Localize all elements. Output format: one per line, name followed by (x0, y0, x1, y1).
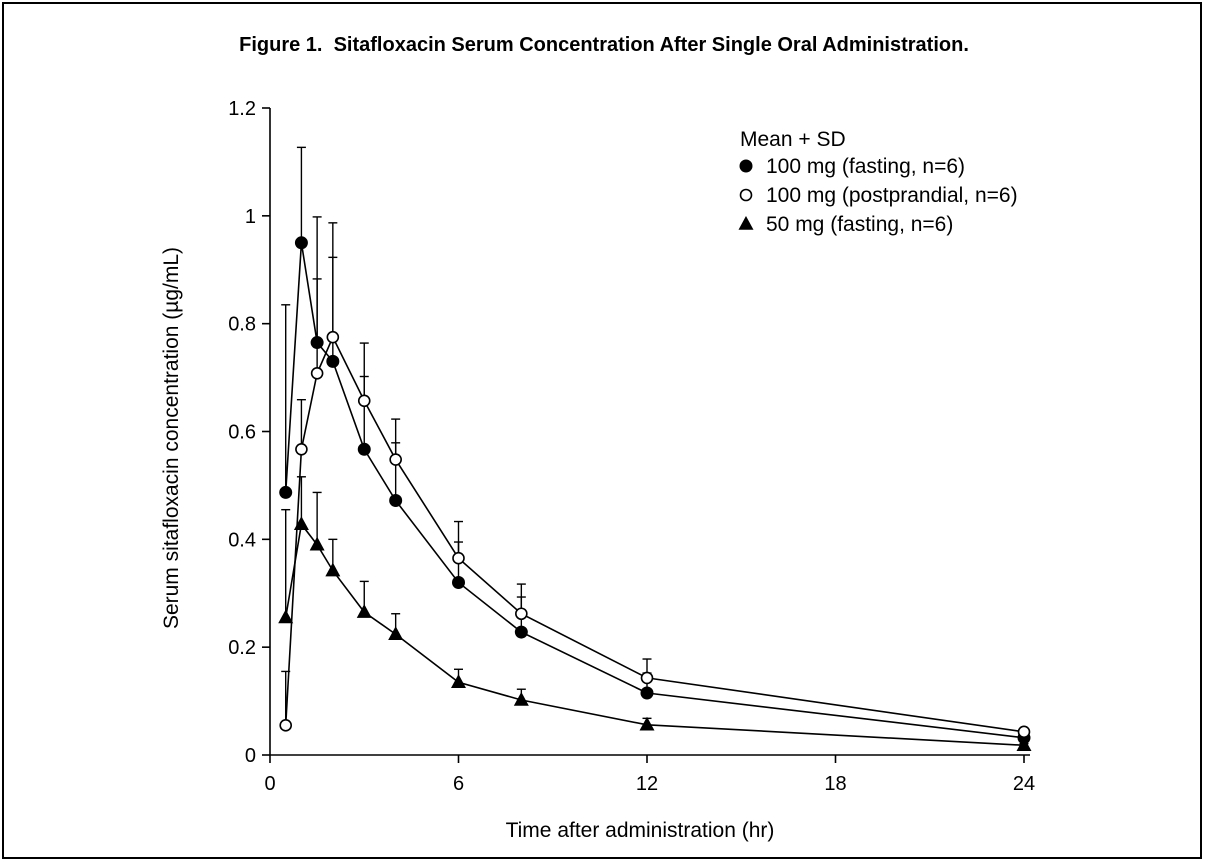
data-point (452, 675, 465, 687)
data-marks (279, 147, 1031, 750)
legend-marker-1 (740, 160, 752, 172)
y-tick-label: 0.4 (228, 529, 256, 552)
data-point (1019, 726, 1030, 737)
x-tick-label: 18 (824, 773, 847, 795)
data-point (296, 444, 307, 455)
y-tick-label: 0.2 (228, 637, 256, 660)
data-point (516, 608, 527, 619)
data-point (359, 395, 370, 406)
series-3 (279, 477, 1031, 751)
series-line (286, 337, 1024, 732)
series-1 (280, 147, 1030, 743)
data-point (280, 720, 291, 731)
data-point (312, 368, 323, 379)
y-tick-label: 1 (244, 205, 256, 228)
y-axis-label: Serum sitafloxacin concentration (µg/mL) (160, 246, 183, 630)
data-point (280, 486, 292, 498)
data-point (453, 553, 464, 564)
data-point (327, 355, 339, 367)
series-line (286, 243, 1024, 738)
x-tick-label: 0 (264, 773, 276, 795)
data-point (390, 495, 402, 507)
y-tick-label: 1.2 (228, 98, 256, 120)
data-point (326, 564, 339, 576)
legend (739, 155, 1017, 236)
data-point (295, 237, 307, 249)
legend-label-3: 50 mg (fasting, n=6) (766, 213, 954, 236)
series-2 (280, 217, 1029, 737)
x-tick-label: 12 (635, 773, 659, 795)
data-point (515, 626, 527, 638)
y-tick-label: 0.8 (228, 313, 256, 336)
data-point (453, 576, 465, 588)
y-tick-label: 0.6 (228, 421, 256, 444)
x-axis-label: Time after administration (hr) (505, 819, 775, 842)
y-tick-label: 0 (244, 745, 256, 767)
legend-label-2: 100 mg (postprandial, n=6) (766, 184, 1018, 207)
x-tick-label: 6 (452, 773, 465, 795)
legend-marker-2 (741, 190, 752, 201)
data-point (358, 443, 370, 455)
data-point (390, 454, 401, 465)
data-point (279, 611, 292, 623)
legend-marker-3 (739, 217, 752, 229)
chart-title: Figure 1. Sitafloxacin Serum Concentration After Single Oral Administration. (239, 34, 969, 56)
data-point (641, 687, 653, 699)
x-tick-label: 24 (1012, 773, 1036, 795)
data-point (389, 627, 402, 639)
data-point (327, 332, 338, 343)
data-point (642, 672, 653, 683)
legend-title: Mean + SD (740, 128, 846, 151)
legend-label-1: 100 mg (fasting, n=6) (766, 155, 966, 178)
